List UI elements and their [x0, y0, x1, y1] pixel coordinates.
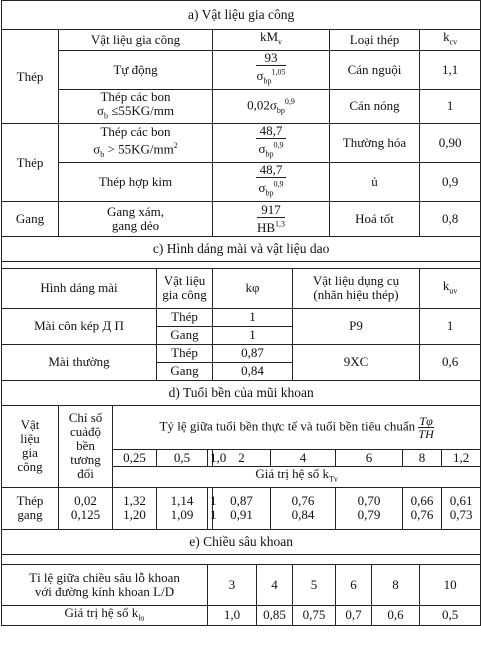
kphi-value: 1 [213, 326, 293, 344]
depth-ratio: 5 [293, 564, 336, 605]
work-material: Thép [157, 308, 213, 326]
header-steel-type: Loại thép [330, 30, 420, 51]
ratio-value: 8 [403, 449, 442, 466]
kt-value: 0,76 0,84 [271, 487, 336, 529]
cast-iron-label: Gang [2, 201, 59, 236]
material-alloy-steel: Thép hợp kim [59, 163, 213, 202]
header-index: Chỉ số cuảđộ bền tương đối [59, 405, 113, 487]
work-material: Thép [157, 344, 213, 362]
row-material: Thép gang [2, 487, 59, 529]
header-tool-material: Vật liệu dụng cụ (nhãn hiệu thép) [293, 268, 420, 308]
km-formula: $\frac{917}{HB^{1,3}}$ [213, 201, 330, 236]
ratio-value: 1,2 [442, 449, 481, 466]
kt-value: 1 1 [208, 487, 213, 529]
kphi-value: 0,84 [213, 362, 293, 380]
row-index: 0,02 0,125 [59, 487, 113, 529]
shape-double-cone: Mài côn kép Д П [2, 308, 157, 344]
header-km: $kM_v$ [213, 30, 330, 51]
klo-value: 0,5 [420, 605, 481, 626]
ratio-value: 0,25 [113, 449, 157, 466]
header-kcv: $k_{cv}$ [420, 30, 481, 51]
k-value: 0,90 [420, 124, 481, 163]
kt-value: 0,61 0,73 [442, 487, 481, 529]
kphi-value: 0,87 [213, 344, 293, 362]
depth-ratio: 8 [372, 564, 420, 605]
work-material: Gang [157, 326, 213, 344]
header-material: Vật liệu gia công [2, 405, 59, 487]
klo-label: Giá trị hệ số $k_{lo}$ [2, 605, 208, 626]
km-formula: $0,02\sigma_{bp}^{0,9}$ [213, 89, 330, 124]
shape-normal: Mài thường [2, 344, 157, 380]
kt-value: 1,14 1,09 [157, 487, 208, 529]
header-kphi: kφ [213, 268, 293, 308]
kuv-value: 1 [420, 308, 481, 344]
tool-material: 9XC [293, 344, 420, 380]
section-d-title: d) Tuổi bền của mũi khoan [2, 380, 481, 405]
km-formula: 93 $\sigma_{bp}^{1,05}$ [213, 50, 330, 89]
steel-type: Thường hóa [330, 124, 420, 163]
klo-value: 0,75 [293, 605, 336, 626]
steel-label-2: Thép [2, 124, 59, 202]
depth-ratio-label: Tỉ lệ giữa chiều sâu lỗ khoan với đường kính khoan L/D [2, 564, 208, 605]
k-value: 1 [420, 89, 481, 124]
depth-ratio: 3 [208, 564, 257, 605]
km-formula: 48,7 $\sigma_{bp}^{0,9}$ [213, 163, 330, 202]
kuv-value: 0,6 [420, 344, 481, 380]
steel-type: Cán nóng [330, 89, 420, 124]
kt-value: 0,87 0,91 [213, 487, 271, 529]
klo-value: 1,0 [208, 605, 257, 626]
header-work-material: Vật liệu gia công [157, 268, 213, 308]
steel-type: Cán nguội [330, 50, 420, 89]
material-cast-iron: Gang xám, gang dẻo [59, 201, 213, 236]
section-e-title: e) Chiều sâu khoan [2, 529, 481, 554]
ratio-fraction: $\frac{T\varphi}{TH}$ [418, 413, 434, 441]
ratio-value: 0,5 [157, 449, 208, 466]
material-auto: Tự động [59, 50, 213, 89]
header-kuv: $k_{uv}$ [420, 268, 481, 308]
k-value: 0,9 [420, 163, 481, 202]
ratio-value: 2 [213, 449, 271, 466]
k-value: 0,8 [420, 201, 481, 236]
kphi-value: 1 [213, 308, 293, 326]
material-carbon-steel-high: Thép các bon $\sigma_b > 55KG/mm^2$ [59, 124, 213, 163]
steel-type: ủ [330, 163, 420, 202]
klo-value: 0,6 [372, 605, 420, 626]
ratio-value: 4 [271, 449, 336, 466]
work-material: Gang [157, 362, 213, 380]
header-material: Vật liệu gia công [59, 30, 213, 51]
material-carbon-steel: Thép các bon $\sigma_b \le 55KG/mm$ [59, 89, 213, 124]
k-value: 1,1 [420, 50, 481, 89]
depth-ratio: 6 [336, 564, 372, 605]
section-c-title: c) Hình dáng mài và vật liệu dao [2, 236, 481, 261]
ratio-value: 1,0 [208, 449, 213, 466]
klo-value: 0,85 [257, 605, 293, 626]
main-table [1, 0, 481, 626]
depth-ratio: 4 [257, 564, 293, 605]
tool-material: P9 [293, 308, 420, 344]
header-shape: Hình dáng mài [2, 268, 157, 308]
kt-label: Giá trị hệ số $k_{Tv}$ [113, 466, 481, 487]
depth-ratio: 10 [420, 564, 481, 605]
km-formula: 48,7 $\sigma_{bp}^{0,9}$ [213, 124, 330, 163]
steel-label-1: Thép [2, 30, 59, 124]
kt-value: 1,32 1,20 [113, 487, 157, 529]
klo-value: 0,7 [336, 605, 372, 626]
section-a-title: a) Vật liệu gia công [2, 1, 481, 30]
steel-type: Hoá tốt [330, 201, 420, 236]
ratio-value: 6 [336, 449, 403, 466]
kt-value: 0,66 0,76 [403, 487, 442, 529]
kt-value: 0,70 0,79 [336, 487, 403, 529]
header-ratio: Tỷ lệ giữa tuổi bền thực tế và tuổi bền tiêu chuẩn $\frac{T\varphi}{TH}$ [113, 405, 481, 449]
